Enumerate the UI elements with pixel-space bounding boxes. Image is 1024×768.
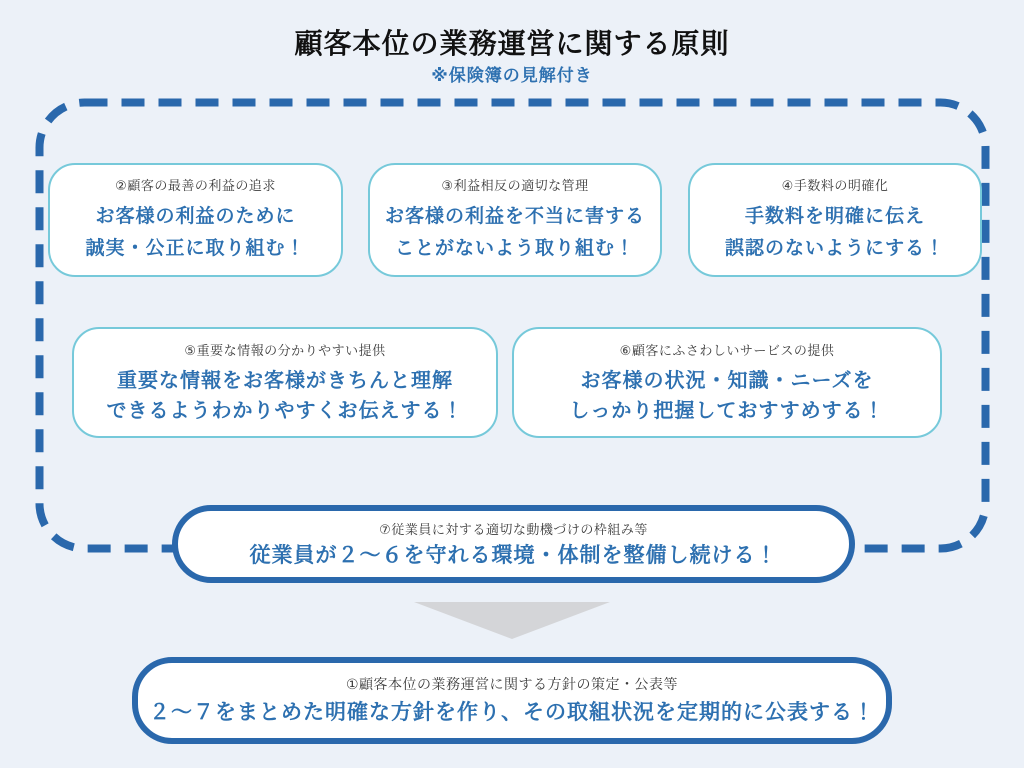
- principle-7-line-1: 従業員が２～６を守れる環境・体制を整備し続ける！: [249, 543, 778, 567]
- down-arrow: [414, 602, 610, 639]
- principle-3-label: ③利益相反の適切な管理: [441, 178, 589, 193]
- principle-5-label: ⑤重要な情報の分かりやすい提供: [184, 342, 386, 358]
- principle-4-label: ④手数料の明確化: [781, 178, 889, 193]
- principle-3-line-1: お客様の利益を不当に害する: [384, 206, 645, 227]
- principle-1-label: ①顧客本位の業務運営に関する方針の策定・公表等: [345, 676, 679, 692]
- principle-4-line-1: 手数料を明確に伝え: [744, 206, 925, 227]
- principle-3-card: [368, 163, 662, 277]
- page-subtitle: ※保険簿の見解付き: [431, 66, 593, 85]
- principle-2-card: [48, 163, 343, 277]
- page-title: 顧客本位の業務運営に関する原則: [294, 28, 730, 59]
- principle-2-text: [85, 201, 305, 265]
- principle-7-card: [172, 505, 855, 583]
- principle-5-line-1: 重要な情報をお客様がきちんと理解: [117, 369, 453, 392]
- principle-1-text: [149, 699, 875, 727]
- principle-2-label: ②顧客の最善の利益の追求: [115, 178, 276, 193]
- principle-2-line-2: 誠実・公正に取り組む！: [85, 238, 306, 259]
- principle-1-line-1: ２～７をまとめた明確な方針を作り、その取組状況を定期的に公表する！: [149, 701, 875, 724]
- principle-4-text: [725, 201, 945, 265]
- principle-5-line-2: できるようわかりやすくお伝えする！: [106, 399, 464, 422]
- principle-6-line-1: お客様の状況・知識・ニーズを: [580, 369, 874, 392]
- principle-1-card: [132, 657, 892, 744]
- principle-4-card: [688, 163, 982, 277]
- principle-5-text: [107, 366, 464, 426]
- principle-3-text: [385, 201, 645, 265]
- principle-7-text: [250, 542, 778, 570]
- principle-4-line-2: 誤認のないようにする！: [724, 238, 945, 259]
- principle-5-card: [72, 327, 498, 438]
- principle-2-line-1: お客様の利益のために: [95, 206, 296, 227]
- principle-6-card: [512, 327, 942, 438]
- principle-3-line-2: ことがないよう取り組む！: [394, 238, 635, 259]
- principle-7-label: ⑦従業員に対する適切な動機づけの枠組み等: [379, 521, 648, 537]
- principle-6-label: ⑥顧客にふさわしいサービスの提供: [619, 342, 835, 358]
- principle-6-line-2: しっかり把握しておすすめする！: [569, 399, 885, 422]
- principle-6-text: [569, 366, 884, 426]
